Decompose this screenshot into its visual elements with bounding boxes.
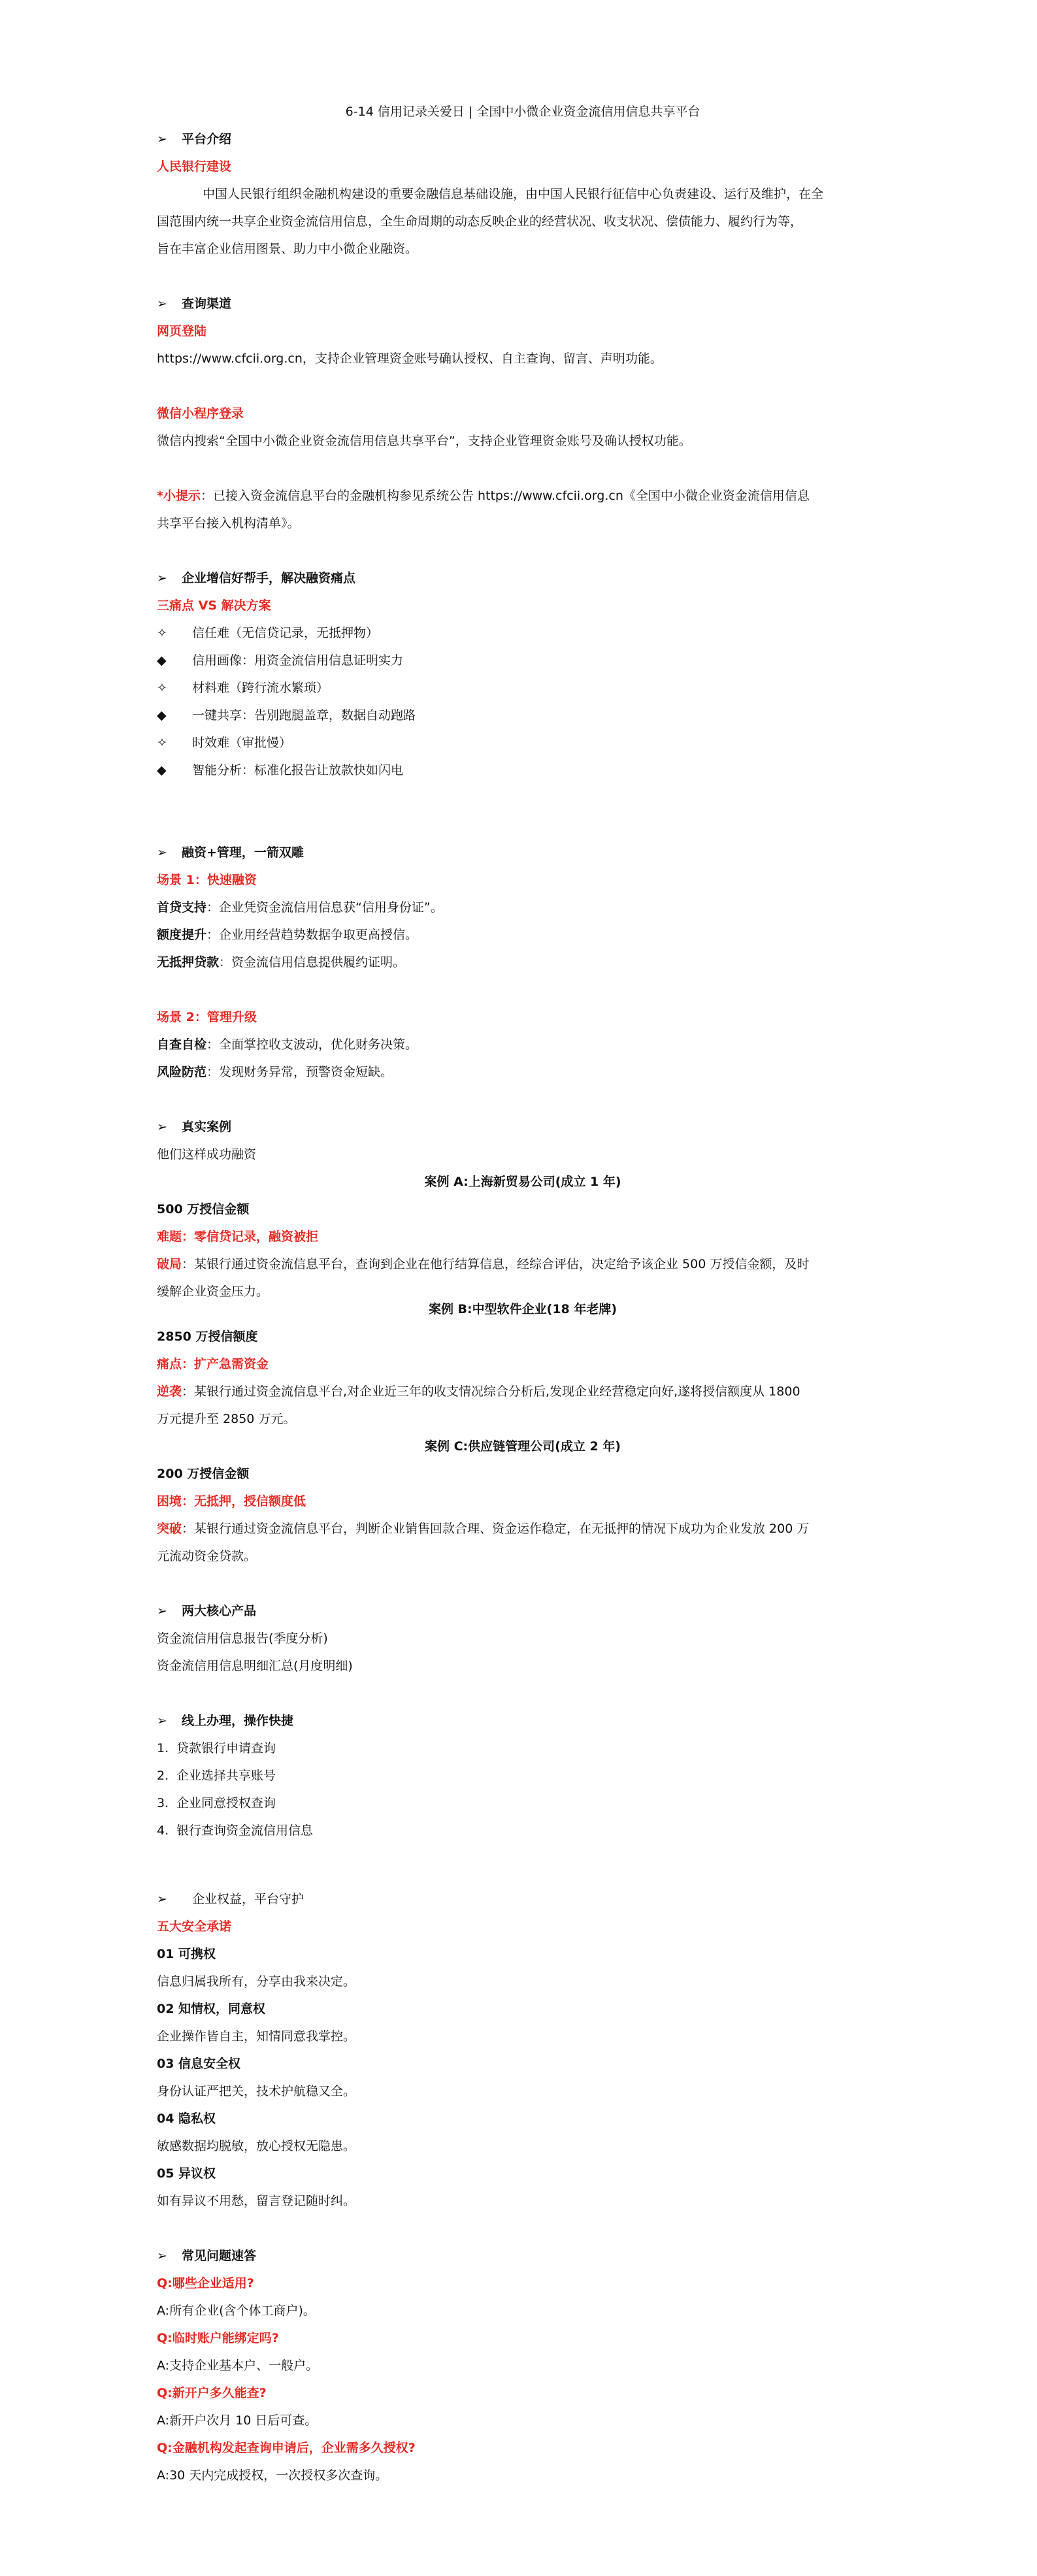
faq-answer: A:新开户次月 10 日后可查。 [157,2413,318,2428]
faq-answer: A:支持企业基本户、一般户。 [157,2358,319,2373]
case-c-amount: 200 万授信金额 [157,1467,250,1481]
list-item: ◆ 一键共享：告别跑腿盖章，数据自动跑路 [157,702,889,729]
intro-paragraph-line: 旨在丰富企业信用图景、助力中小微企业融资。 [157,242,418,256]
list-item: ✧ 信任难（无信贷记录，无抵押物） [157,619,889,647]
case-c-title: 案例 C:供应链管理公司(成立 2 年) [425,1439,621,1454]
section-faq-heading: ➢ 常见问题速答 [157,2242,889,2270]
right-title: 04 隐私权 [157,2111,216,2126]
section-intro-heading: ➢ 平台介绍 [157,125,889,153]
pain-subheading: 三痛点 VS 解决方案 [157,598,271,613]
case-a-text: 破局：某银行通过资金流信息平台，查询到企业在他行结算信息，经综合评估，决定给予该企业 500 万授信金额，及时 [157,1257,810,1271]
arrow-bullet-icon: ➢ [157,297,167,311]
scenario-item: 自查自检：全面掌控收支波动，优化财务决策。 [157,1037,418,1052]
faq-answer: A:所有企业(含个体工商户)。 [157,2304,316,2318]
case-a-amount: 500 万授信金额 [157,1202,250,1216]
scenario-item: 首贷支持：企业凭资金流信用信息获“信用身份证”。 [157,900,443,915]
diamond-outline-icon: ✧ [157,681,167,695]
scenario-item: 无抵押贷款：资金流信用信息提供履约证明。 [157,955,406,970]
case-c-text: 突破：某银行通过资金流信息平台，判断企业销售回款合理、资金运作稳定，在无抵押的情况下成功为企业发放 200 万 [157,1522,810,1536]
list-item: ◆ 智能分析：标准化报告让放款快如闪电 [157,757,889,784]
product-item: 资金流信用信息明细汇总(月度明细) [157,1659,353,1673]
web-login-title: 网页登陆 [157,324,207,338]
product-item: 资金流信用信息报告(季度分析) [157,1631,328,1646]
scenario-item: 风险防范：发现财务异常，预警资金短缺。 [157,1065,393,1079]
scenario-1-title: 场景 1：快速融资 [157,873,257,887]
faq-question: Q:新开户多久能查? [157,2386,267,2400]
right-title: 01 可携权 [157,1947,216,1961]
section-channels-heading: ➢ 查询渠道 [157,290,889,318]
right-text: 企业操作皆自主，知情同意我掌控。 [157,2029,356,2044]
arrow-bullet-icon: ➢ [157,2249,167,2263]
scenario-item: 额度提升：企业用经营趋势数据争取更高授信。 [157,928,418,942]
diamond-solid-icon: ◆ [157,708,167,723]
right-title: 05 异议权 [157,2166,216,2181]
arrow-bullet-icon: ➢ [157,1604,167,1618]
right-title: 03 信息安全权 [157,2057,241,2071]
section-rights-heading: ➢ 企业权益，平台守护 [157,1885,889,1913]
tip-label: *小提示 [157,489,201,503]
faq-question: Q:金融机构发起查询申请后，企业需多久授权? [157,2441,416,2455]
case-a-title: 案例 A:上海新贸易公司(成立 1 年) [424,1175,621,1189]
arrow-bullet-icon: ➢ [157,845,167,860]
tip-text: ：已接入资金流信息平台的金融机构参见系统公告 https://www.cfcii.org.cn《全国中小微企业资金流信用信息 [200,489,810,503]
right-text: 信息归属我所有，分享由我来决定。 [157,1974,356,1989]
case-c-pain: 困境：无抵押，授信额度低 [157,1494,306,1508]
section-finance-heading: ➢ 融资+管理，一箭双雕 [157,839,889,866]
case-b-amount: 2850 万授信额度 [157,1329,258,1344]
step-item: 1. 贷款银行申请查询 [157,1741,276,1755]
intro-paragraph-line: 国范围内统一共享企业资金流信用信息，全生命周期的动态反映企业的经营状况、收支状况、偿债能力、履约行为等， [157,214,803,229]
web-login-text[interactable]: https://www.cfcii.org.cn，支持企业管理资金账号确认授权、自主查询、留言、声明功能。 [157,351,663,366]
cases-intro: 他们这样成功融资 [157,1147,257,1162]
rights-subheading: 五大安全承诺 [157,1919,232,1934]
right-text: 敏感数据均脱敏，放心授权无隐患。 [157,2139,356,2153]
section-online-heading: ➢ 线上办理，操作快捷 [157,1707,889,1735]
case-b-text: 逆袭：某银行通过资金流信息平台,对企业近三年的收支情况综合分析后,发现企业经营稳定向好,遂将授信额度从 1800 [157,1384,800,1399]
intro-subheading: 人民银行建设 [157,159,232,174]
case-b-text-cont: 万元提升至 2850 万元。 [157,1412,296,1426]
faq-question: Q:哪些企业适用? [157,2276,254,2291]
arrow-bullet-icon: ➢ [157,571,167,585]
section-products-heading: ➢ 两大核心产品 [157,1597,889,1625]
case-b-title: 案例 B:中型软件企业(18 年老牌) [428,1302,617,1316]
diamond-outline-icon: ✧ [157,736,167,750]
intro-paragraph-line: 中国人民银行组织金融机构建设的重要金融信息基础设施，由中国人民银行征信中心负责建设、运行及维护，在全 [203,187,824,201]
case-a-text-cont: 缓解企业资金压力。 [157,1284,269,1299]
tip-text-cont: 共享平台接入机构清单》。 [157,516,300,530]
arrow-bullet-icon: ➢ [157,1120,167,1134]
section-cases-heading: ➢ 真实案例 [157,1113,889,1141]
right-text: 身份认证严把关，技术护航稳又全。 [157,2084,356,2098]
case-b-pain: 痛点：扩产急需资金 [157,1357,269,1371]
scenario-2-title: 场景 2：管理升级 [157,1010,257,1024]
page-title: 6-14 信用记录关爱日 | 全国中小微企业资金流信用信息共享平台 [345,105,700,119]
right-text: 如有异议不用愁，留言登记随时纠。 [157,2194,356,2208]
list-item: ✧ 时效难（审批慢） [157,729,889,757]
diamond-outline-icon: ✧ [157,626,167,640]
diamond-solid-icon: ◆ [157,653,167,668]
tip-line [157,482,889,510]
step-item: 2. 企业选择共享账号 [157,1769,276,1783]
step-item: 3. 企业同意授权查询 [157,1796,276,1810]
diamond-solid-icon: ◆ [157,763,167,777]
arrow-bullet-icon: ➢ [157,1714,167,1728]
case-a-pain: 难题：零信贷记录，融资被拒 [157,1230,319,1244]
wechat-login-title: 微信小程序登录 [157,406,244,421]
arrow-bullet-icon: ➢ [157,1892,167,1906]
wechat-login-text: 微信内搜索“全国中小微企业资金流信用信息共享平台”，支持企业管理资金账号及确认授权功能。 [157,434,691,448]
list-item: ✧ 材料难（跨行流水繁琐） [157,674,889,702]
section-pain-heading: ➢ 企业增信好帮手，解决融资痛点 [157,564,889,592]
faq-answer: A:30 天内完成授权，一次授权多次查询。 [157,2468,388,2483]
list-item: ◆ 信用画像：用资金流信用信息证明实力 [157,647,889,674]
case-c-text-cont: 元流动资金贷款。 [157,1549,257,1563]
faq-question: Q:临时账户能绑定吗? [157,2331,279,2345]
step-item: 4. 银行查询资金流信用信息 [157,1823,314,1838]
right-title: 02 知情权，同意权 [157,2002,266,2016]
arrow-bullet-icon: ➢ [157,132,167,146]
